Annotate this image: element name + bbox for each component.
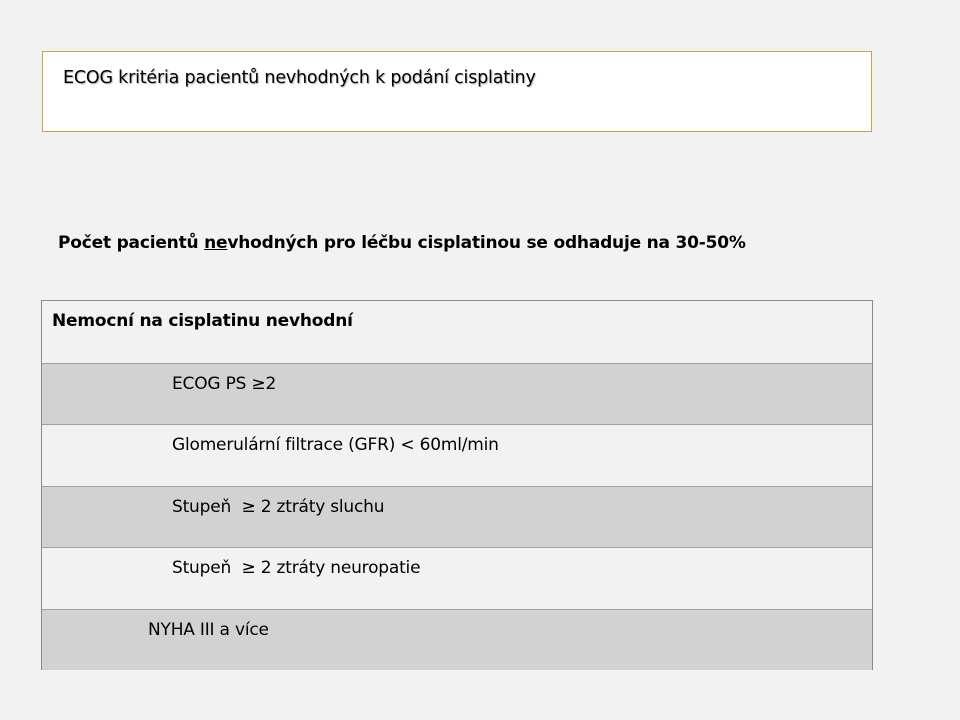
- criterion-gfr: Glomerulární filtrace (GFR) < 60ml/min: [172, 435, 499, 455]
- criterion-neuropathy: Stupeň ≥ 2 ztráty neuropatie: [172, 558, 421, 578]
- subtitle-underlined: ne: [204, 233, 228, 253]
- criterion-nyha: NYHA III a více: [148, 619, 269, 640]
- table-row: [42, 547, 872, 609]
- table-row: [42, 609, 872, 670]
- table-row: [42, 486, 872, 548]
- subtitle-after: vhodných pro léčbu cisplatinou se odhaduje na 30-50%: [227, 233, 746, 253]
- table-row: [42, 424, 872, 486]
- criterion-hearing: Stupeň ≥ 2 ztráty sluchu: [172, 496, 385, 517]
- subtitle-before: Počet pacientů: [58, 233, 205, 253]
- slide-title: ECOG kritéria pacientů nevhodných k podání cisplatiny: [63, 68, 536, 88]
- table-header-row: [42, 301, 872, 363]
- title-box: [42, 51, 872, 132]
- subtitle: [58, 233, 746, 253]
- criteria-table: [41, 300, 873, 670]
- table-header: Nemocní na cisplatinu nevhodní: [52, 311, 353, 331]
- table-row: [42, 363, 872, 425]
- criterion-ecog: ECOG PS ≥2: [172, 373, 277, 394]
